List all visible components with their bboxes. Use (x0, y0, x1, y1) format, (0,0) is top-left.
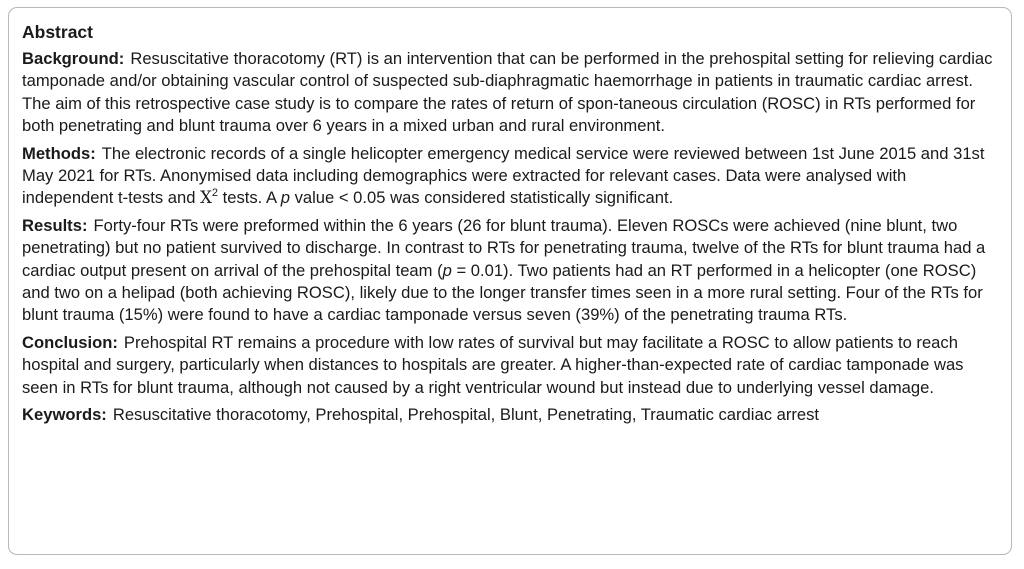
chi-square-superscript: 2 (211, 186, 219, 199)
results-section (22, 215, 998, 327)
results-text-2: = 0.01). Two patients had an RT performed in a helicopter (one ROSC) and two on a helipad (both achieving ROSC), likely due to the longer transfer times seen in a more rural setting. Four of the RTs for blunt trauma (15%) were found to have a cardiac tamponade versus seven (39%) of the penetrating trauma RTs. (22, 260, 983, 325)
results-text-1: Forty-four RTs were preformed within the 6 years (26 for blunt trauma). Eleven ROSCs were achieved (nine blunt, two penetrating) but no patient survived to discharge. In contrast to RTs for penetrating trauma, twelve of the RTs for blunt trauma had a cardiac output present on arrival of the prehospital team ( (22, 215, 986, 280)
conclusion-text: Prehospital RT remains a procedure with low rates of survival but may facilitate a ROSC to allow patients to reach hospital and surgery, particularly when distances to hospitals are greater. A higher-than-expected rate of cardiac tamponade was seen in RTs for blunt trauma, although not caused by a right ventricular wound but instead due to underlying vessel damage. (22, 332, 964, 397)
methods-text-2: tests. A (218, 188, 281, 208)
abstract-title: Abstract (22, 22, 93, 42)
keywords-heading: Keywords: (22, 405, 107, 425)
conclusion-section (22, 332, 998, 399)
keywords-section (22, 404, 998, 426)
methods-p-symbol: p (280, 188, 290, 208)
methods-section (22, 143, 998, 210)
methods-heading: Methods: (22, 143, 96, 163)
abstract-box (8, 7, 1012, 555)
keywords-text: Resuscitative thoracotomy, Prehospital, Prehospital, Blunt, Penetrating, Traumatic cardiac arrest (112, 405, 820, 425)
results-heading: Results: (22, 215, 88, 235)
background-section (22, 48, 998, 138)
conclusion-heading: Conclusion: (22, 332, 118, 352)
methods-text-3: value < 0.05 was considered statistically significant. (289, 188, 674, 208)
methods-text-1: The electronic records of a single helicopter emergency medical service were reviewed between 1st June 2015 and 31st May 2021 for RTs. Anonymised data including demographics were extracted for relevant cases. Data were analysed with independent t-tests and (22, 143, 985, 208)
results-p-symbol: p (442, 260, 452, 280)
chi-square-symbol: X (200, 188, 212, 208)
background-heading: Background: (22, 49, 125, 68)
background-text: Resuscitative thoracotomy (RT) is an intervention that can be performed in the prehospital setting for relieving cardiac tamponade and/or obtaining vascular control of suspected sub-diaphragmatic haemorrhage in patients in traumatic cardiac arrest. The aim of this retrospective case study is to compare the rates of return of spon-taneous circulation (ROSC) in RTs performed for both penetrating and blunt trauma over 6 years in a mixed urban and rural environment. (22, 49, 993, 136)
